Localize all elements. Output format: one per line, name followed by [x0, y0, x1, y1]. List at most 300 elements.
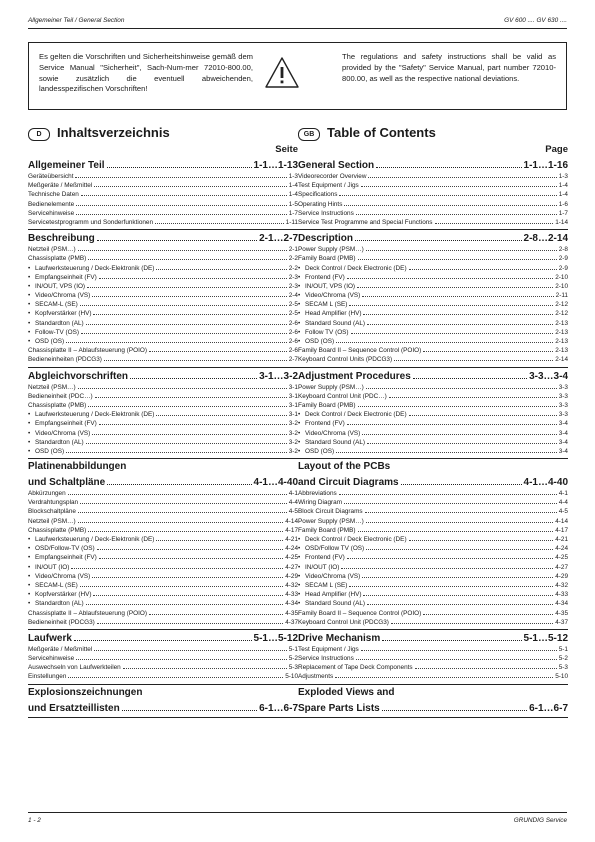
- entry-title: • Video/Chroma (VS): [28, 429, 90, 438]
- dot-leader: [97, 240, 257, 241]
- toc-entry[interactable]: [28, 181, 298, 190]
- entry-title: • Standard Sound (AL): [298, 438, 365, 447]
- section-page-range: 5-1…5-12: [253, 632, 298, 644]
- entry-page: 2-8: [558, 246, 568, 254]
- toc-german: [28, 124, 298, 719]
- dot-leader: [123, 668, 287, 669]
- toc-entry[interactable]: [298, 645, 568, 654]
- entry-title: Family Board II – Sequence Control (POIO): [298, 609, 422, 617]
- entry-page: 2-13: [555, 347, 568, 355]
- toc-entry[interactable]: [28, 355, 298, 364]
- entry-title: Test Equipment / Jigs: [298, 645, 359, 653]
- section-heading[interactable]: [28, 370, 298, 383]
- toc-entry[interactable]: [298, 383, 568, 392]
- dot-leader: [349, 305, 553, 306]
- entry-title: • Empfangseinheit (FV): [28, 553, 97, 562]
- section-title: and Circuit Diagrams: [298, 477, 399, 489]
- toc-entry[interactable]: [298, 309, 568, 318]
- entry-page: 4-17: [285, 526, 298, 534]
- entry-title: • Deck Control / Deck Electronic (DE): [298, 535, 407, 544]
- toc-entry[interactable]: [28, 599, 298, 608]
- toc-entry[interactable]: [28, 429, 298, 438]
- toc-entry[interactable]: [28, 498, 298, 507]
- dot-leader: [367, 604, 553, 605]
- entry-title: Chassisplatte (PMB): [28, 526, 87, 534]
- entry-page: 4-35: [285, 609, 298, 617]
- entry-title: Chassisplatte II – Ablaufsteuerung (POIO): [28, 347, 147, 355]
- toc-entry[interactable]: [298, 535, 568, 544]
- toc-entry[interactable]: [28, 645, 298, 654]
- toc-entry[interactable]: [298, 618, 568, 627]
- entry-page: 2-4: [288, 292, 298, 300]
- entry-title: Geräteübersicht: [28, 173, 74, 180]
- dot-leader: [76, 659, 287, 660]
- toc-entry[interactable]: [28, 553, 298, 562]
- entry-page: 3-1: [288, 411, 298, 419]
- section-heading[interactable]: [28, 159, 298, 172]
- entry-page: 4-24: [555, 545, 568, 553]
- section-heading[interactable]: [298, 232, 568, 245]
- dot-leader: [107, 167, 252, 168]
- toc-entry[interactable]: [28, 517, 298, 526]
- toc-entry[interactable]: [28, 581, 298, 590]
- page-header: [28, 14, 567, 29]
- entry-title: • Laufwerksteuerung / Deck-Elektronik (DE): [28, 535, 154, 544]
- entry-title: • OSD/Follow TV (OS): [298, 544, 364, 553]
- dot-leader: [351, 333, 554, 334]
- toc-entry[interactable]: [298, 392, 568, 401]
- toc-entry[interactable]: [28, 291, 298, 300]
- toc-entry[interactable]: [298, 319, 568, 328]
- dot-leader: [347, 278, 553, 279]
- toc-entry[interactable]: [298, 572, 568, 581]
- dot-leader: [76, 214, 287, 215]
- entry-page: 2-12: [555, 301, 568, 309]
- toc-entry[interactable]: [28, 319, 298, 328]
- toc-entry[interactable]: [298, 581, 568, 590]
- toc-entry[interactable]: [28, 282, 298, 291]
- entry-page: 5-2: [288, 655, 298, 663]
- entry-page: 2-10: [555, 273, 568, 281]
- entry-title: Chassisplatte (PMB): [28, 401, 87, 409]
- entry-title: • Head Amplifier (HV): [298, 309, 361, 318]
- toc-entry[interactable]: [28, 654, 298, 663]
- section-title-line: Exploded Views and: [298, 686, 395, 698]
- entry-title: • SECAM L (SE): [298, 581, 347, 590]
- toc-section: [28, 632, 298, 685]
- entry-title: Blockschaltpläne: [28, 508, 76, 516]
- toc-english: [298, 124, 568, 719]
- entry-page: 2-9: [558, 255, 568, 263]
- toc-entry[interactable]: [28, 663, 298, 672]
- toc-entry[interactable]: [28, 489, 298, 498]
- section-title-line: Explosionszeichnungen: [28, 686, 143, 698]
- dot-leader: [95, 397, 287, 398]
- toc-entry[interactable]: [28, 672, 298, 681]
- section-heading[interactable]: [298, 702, 568, 715]
- toc-entry[interactable]: [28, 526, 298, 535]
- entry-page: 1-3: [288, 173, 298, 180]
- entry-page: 2-1: [288, 246, 298, 254]
- section-page-range: 2-8…2-14: [523, 233, 568, 245]
- toc-entry[interactable]: [28, 218, 298, 227]
- section-title: General Section: [298, 160, 375, 171]
- toc-entry[interactable]: [298, 590, 568, 599]
- toc-entry[interactable]: [298, 663, 568, 672]
- toc-section: [28, 370, 298, 460]
- dot-leader: [86, 324, 287, 325]
- entry-page: 1-14: [555, 218, 568, 226]
- entry-title: Chassisplatte II – Ablaufsteuerung (POIO): [28, 609, 147, 617]
- toc-sections: [28, 159, 298, 718]
- entry-page: 3-2: [288, 429, 298, 437]
- entry-page: 5-3: [288, 664, 298, 672]
- toc-section: [298, 686, 568, 718]
- dot-leader: [130, 378, 257, 379]
- section-page-range: 1-1…1-13: [253, 160, 298, 171]
- safety-notice-de: Es gelten die Vorschriften und Sicherheitshinweise gemäß dem Service Manual "Sicherheit", Sach-Num-mer 72010-800.00, sowie zusätzlich die eventuell abweichenden, landesspezifischen Vorschriften!: [39, 52, 253, 94]
- toc-entry[interactable]: [28, 309, 298, 318]
- toc-entry[interactable]: [28, 172, 298, 181]
- entry-page: 4-25: [285, 554, 298, 562]
- toc-entry[interactable]: [28, 273, 298, 282]
- toc-entry[interactable]: [28, 419, 298, 428]
- entry-title: • OSD (OS): [298, 337, 334, 346]
- dot-leader: [415, 668, 557, 669]
- entry-page: 5-1: [558, 645, 568, 653]
- entry-title: Abkürzungen: [28, 490, 66, 498]
- section-heading[interactable]: [28, 632, 298, 645]
- entry-page: 3-4: [558, 447, 568, 455]
- entry-page: 2-2: [288, 264, 298, 272]
- entry-page: 4-21: [285, 536, 298, 543]
- toc-entry[interactable]: [28, 590, 298, 599]
- toc-entry[interactable]: [28, 337, 298, 346]
- entry-page: 2-6: [288, 319, 298, 327]
- section-heading[interactable]: [298, 476, 568, 489]
- toc-entry[interactable]: [298, 209, 568, 218]
- toc-entry[interactable]: [298, 419, 568, 428]
- entry-title: Netzteil (PSM…): [28, 246, 76, 254]
- entry-page: 3-2: [288, 447, 298, 455]
- dot-leader: [347, 424, 557, 425]
- entry-page: 3-1: [288, 392, 298, 400]
- toc-entry[interactable]: [28, 383, 298, 392]
- toc-entry[interactable]: [28, 328, 298, 337]
- dot-leader: [355, 240, 522, 241]
- dot-leader: [93, 595, 283, 596]
- entry-title: • IN/OUT, VPS (IO): [298, 282, 355, 291]
- section-title: Beschreibung: [28, 233, 95, 245]
- toc-entry[interactable]: [298, 245, 568, 254]
- entry-page: 2-13: [555, 338, 568, 345]
- toc-entry[interactable]: [298, 410, 568, 419]
- entry-page: 2-6: [288, 338, 298, 345]
- dot-leader: [423, 351, 553, 352]
- toc-sections: [298, 159, 568, 718]
- entry-page: 4-24: [285, 545, 298, 553]
- toc-entry[interactable]: [298, 544, 568, 553]
- entry-title: • Standard Sound (AL): [298, 599, 365, 608]
- toc-entry[interactable]: [298, 609, 568, 618]
- entry-title: Netzteil (PSM…): [28, 383, 76, 391]
- toc-entry[interactable]: [298, 654, 568, 663]
- toc-entry[interactable]: [298, 218, 568, 227]
- entry-page: 4-4: [288, 499, 298, 507]
- dot-leader: [341, 568, 553, 569]
- toc-title-row: [298, 124, 568, 142]
- entry-title: • Kopfverstärker (HV): [28, 309, 91, 318]
- entry-title: • Frontend (FV): [298, 273, 345, 282]
- dot-leader: [367, 443, 557, 444]
- toc-entry[interactable]: [298, 401, 568, 410]
- toc-entry[interactable]: [298, 172, 568, 181]
- toc-entry[interactable]: [28, 572, 298, 581]
- dot-leader: [361, 650, 557, 651]
- entry-page: 4-32: [555, 581, 568, 589]
- dot-leader: [149, 351, 287, 352]
- toc-entry[interactable]: [298, 507, 568, 516]
- section-heading[interactable]: [298, 632, 568, 645]
- section-heading[interactable]: [28, 476, 298, 489]
- toc-entry[interactable]: [298, 553, 568, 562]
- entry-page: 4-1: [288, 490, 298, 498]
- dot-leader: [389, 397, 557, 398]
- toc-entry[interactable]: [298, 672, 568, 681]
- dot-leader: [394, 360, 553, 361]
- toc-entry[interactable]: [298, 200, 568, 209]
- entry-title: Service Instructions: [298, 655, 354, 663]
- entry-title: Einstellungen: [28, 673, 67, 681]
- toc-entry[interactable]: [28, 438, 298, 447]
- toc-entry[interactable]: [298, 489, 568, 498]
- entry-title: • SECAM-L (SE): [28, 581, 78, 590]
- entry-title: Bedieneinheiten (PDCG3): [28, 356, 102, 364]
- toc-entry[interactable]: [298, 181, 568, 190]
- toc-entry[interactable]: [28, 563, 298, 572]
- toc-entry[interactable]: [298, 599, 568, 608]
- dot-leader: [349, 586, 553, 587]
- toc-entry[interactable]: [298, 346, 568, 355]
- entry-page: 4-17: [555, 526, 568, 534]
- toc-entry[interactable]: [298, 282, 568, 291]
- dot-leader: [336, 342, 553, 343]
- entry-page: 5-3: [558, 664, 568, 672]
- footer-brand: GRUNDIG Service: [513, 817, 567, 824]
- section-page-range: 6-1…6-7: [259, 702, 298, 714]
- entry-page: 4-27: [285, 563, 298, 571]
- dot-leader: [382, 640, 521, 641]
- entry-title: • Empfangseinheit (FV): [28, 419, 97, 428]
- toc-entry[interactable]: [298, 517, 568, 526]
- section-title: Drive Mechanism: [298, 632, 381, 644]
- dot-leader: [66, 342, 287, 343]
- dot-leader: [362, 434, 556, 435]
- toc-entry[interactable]: [28, 190, 298, 199]
- entry-page: 1-4: [558, 182, 568, 190]
- entry-title: Keyboard Control Unit (PDCG3): [298, 618, 389, 626]
- dot-leader: [104, 360, 287, 361]
- toc-entry[interactable]: [28, 300, 298, 309]
- toc-entry[interactable]: [298, 355, 568, 364]
- toc-section: [298, 232, 568, 367]
- toc-entry[interactable]: [298, 300, 568, 309]
- safety-notice-box: [28, 42, 567, 110]
- entry-title: • Video/Chroma (VS): [298, 429, 360, 438]
- toc-entry[interactable]: [28, 544, 298, 553]
- toc-entry[interactable]: [298, 291, 568, 300]
- toc-entry[interactable]: [28, 346, 298, 355]
- toc-section: [28, 232, 298, 367]
- toc-entry[interactable]: [28, 245, 298, 254]
- dot-leader: [71, 568, 283, 569]
- dot-leader: [92, 434, 286, 435]
- toc-section: [298, 370, 568, 460]
- entry-title: Meßgeräte / Meßmittel: [28, 182, 93, 190]
- section-title: Laufwerk: [28, 632, 72, 644]
- warning-triangle-icon: [264, 55, 300, 91]
- dot-leader: [86, 604, 284, 605]
- entry-title: Servicehinweise: [28, 209, 75, 217]
- entry-title: Bedienelemente: [28, 200, 75, 208]
- toc-entry[interactable]: [28, 535, 298, 544]
- toc-entry[interactable]: [298, 563, 568, 572]
- section-title: Spare Parts Lists: [298, 702, 380, 714]
- toc-section: [298, 460, 568, 630]
- toc-entry[interactable]: [28, 410, 298, 419]
- section-heading[interactable]: [28, 702, 298, 715]
- entry-title: • Laufwerksteuerung / Deck-Elektronik (DE): [28, 410, 154, 419]
- dot-leader: [401, 484, 522, 485]
- dot-leader: [74, 640, 252, 641]
- toc-entry[interactable]: [298, 264, 568, 273]
- entry-page: 5-10: [555, 673, 568, 681]
- toc-entry[interactable]: [28, 507, 298, 516]
- entry-page: 2-13: [555, 319, 568, 327]
- entry-page: 4-37: [285, 618, 298, 626]
- entry-page: 5-10: [285, 673, 298, 681]
- entry-title: • OSD (OS): [28, 337, 64, 346]
- section-heading[interactable]: [298, 159, 568, 172]
- entry-title: • Laufwerksteuerung / Deck-Elektronik (DE): [28, 264, 154, 273]
- entry-page: 1-6: [558, 200, 568, 208]
- toc-entry[interactable]: [298, 429, 568, 438]
- entry-title: Power Supply (PSM…): [298, 246, 364, 254]
- toc-entry[interactable]: [28, 618, 298, 627]
- entry-title: • Video/Chroma (VS): [298, 291, 360, 300]
- dot-leader: [156, 269, 286, 270]
- toc-entry[interactable]: [28, 392, 298, 401]
- entry-title: Auswechseln von Laufwerkteilen: [28, 664, 121, 672]
- page-number: 1 - 2: [28, 817, 41, 824]
- toc-entry[interactable]: [28, 447, 298, 456]
- dot-leader: [149, 614, 283, 615]
- entry-page: 4-5: [288, 508, 298, 516]
- dot-leader: [92, 296, 286, 297]
- toc-entry[interactable]: [28, 254, 298, 263]
- entry-title: • Video/Chroma (VS): [28, 291, 90, 300]
- toc-entry[interactable]: [298, 328, 568, 337]
- dot-leader: [336, 452, 557, 453]
- dot-leader: [347, 558, 553, 559]
- dot-leader: [93, 314, 286, 315]
- dot-leader: [339, 195, 556, 196]
- entry-title: Keyboard Control Units (PDCG3): [298, 356, 393, 364]
- toc-entry[interactable]: [298, 438, 568, 447]
- entry-page: 4-33: [285, 591, 298, 599]
- dot-leader: [361, 186, 557, 187]
- toc-entry[interactable]: [28, 401, 298, 410]
- entry-page: 3-1: [288, 383, 298, 391]
- entry-title: Servicehinweise: [28, 655, 75, 663]
- toc-section: [28, 159, 298, 230]
- entry-page: 2-9: [558, 264, 568, 272]
- language-badge: GB: [298, 128, 320, 141]
- dot-leader: [366, 388, 557, 389]
- entry-page: 2-2: [288, 255, 298, 263]
- entry-title: Adjustments: [298, 673, 334, 681]
- toc-entry[interactable]: [28, 200, 298, 209]
- entry-title: • Follow TV (OS): [298, 328, 349, 337]
- dot-leader: [88, 259, 287, 260]
- toc-entry[interactable]: [298, 254, 568, 263]
- toc-entry[interactable]: [298, 273, 568, 282]
- toc-entry[interactable]: [28, 209, 298, 218]
- entry-title: Videorecorder Overview: [298, 173, 367, 180]
- toc-section: [28, 686, 298, 718]
- entry-page: 2-14: [555, 356, 568, 364]
- dot-leader: [409, 540, 554, 541]
- dot-leader: [156, 540, 283, 541]
- entry-title: Service Test Programme and Special Functions: [298, 218, 433, 226]
- section-heading[interactable]: [298, 370, 568, 383]
- entry-title: Family Board II – Sequence Control (POIO): [298, 347, 422, 355]
- section-page-range: 5-1…5-12: [523, 632, 568, 644]
- entry-page: 3-4: [558, 420, 568, 428]
- section-heading[interactable]: [28, 232, 298, 245]
- toc-entry[interactable]: [28, 264, 298, 273]
- entry-page: 1-7: [288, 209, 298, 217]
- entry-title: • SECAM L (SE): [298, 300, 347, 309]
- entry-title: Block Circuit Diagrams: [298, 508, 363, 516]
- entry-page: 4-32: [285, 581, 298, 589]
- entry-page: 4-35: [555, 609, 568, 617]
- dot-leader: [368, 177, 556, 178]
- dot-leader: [363, 595, 553, 596]
- entry-title: • Standardton (AL): [28, 599, 84, 608]
- toc-entry[interactable]: [298, 447, 568, 456]
- dot-leader: [366, 250, 557, 251]
- toc-entry[interactable]: [298, 337, 568, 346]
- entry-title: • Standardton (AL): [28, 319, 84, 328]
- toc-section: [298, 632, 568, 685]
- dot-leader: [335, 677, 553, 678]
- entry-page: 2-10: [555, 282, 568, 290]
- entry-title: Operating Hints: [298, 200, 343, 208]
- section-title: Allgemeiner Teil: [28, 160, 105, 171]
- section-page-range: 2-1…2-7: [259, 233, 298, 245]
- dot-leader: [66, 452, 287, 453]
- toc-entry[interactable]: [298, 190, 568, 199]
- entry-title: Abbreviations: [298, 490, 337, 498]
- toc-entry[interactable]: [298, 526, 568, 535]
- toc-entry[interactable]: [28, 609, 298, 618]
- entry-title: Keyboard Control Unit (PDC…): [298, 392, 387, 400]
- dot-leader: [80, 305, 287, 306]
- toc-entry[interactable]: [298, 498, 568, 507]
- dot-leader: [435, 223, 554, 224]
- entry-title: • OSD (OS): [28, 447, 64, 456]
